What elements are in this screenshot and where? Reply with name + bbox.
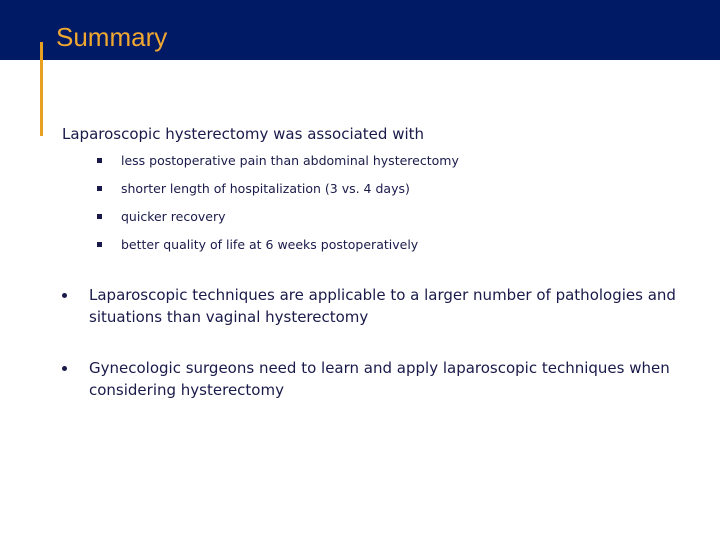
square-bullet-icon: [97, 214, 102, 219]
sub-point-text: less postoperative pain than abdominal hysterectomy: [121, 153, 459, 168]
sub-point: [97, 206, 459, 234]
square-bullet-icon: [97, 186, 102, 191]
square-bullet-icon: [97, 158, 102, 163]
main-point: [62, 284, 682, 328]
main-point-text: Laparoscopic techniques are applicable to a larger number of pathologies and situations than vaginal hysterectomy: [89, 286, 676, 326]
sub-point-text: shorter length of hospitalization (3 vs. 4 days): [121, 181, 410, 196]
sub-point: [97, 234, 459, 262]
sub-point-text: quicker recovery: [121, 209, 226, 224]
slide-title: Summary: [56, 22, 168, 52]
sub-point-list: [97, 150, 459, 262]
sub-point-text: better quality of life at 6 weeks postoperatively: [121, 237, 419, 252]
accent-line: [40, 42, 43, 136]
sub-point: [97, 150, 459, 178]
round-bullet-icon: [62, 293, 67, 298]
main-point-text: Gynecologic surgeons need to learn and apply laparoscopic techniques when considering hysterectomy: [89, 359, 670, 399]
square-bullet-icon: [97, 242, 102, 247]
main-point: [62, 357, 682, 401]
intro-text: Laparoscopic hysterectomy was associated with: [62, 125, 425, 143]
round-bullet-icon: [62, 366, 67, 371]
sub-point: [97, 178, 459, 206]
